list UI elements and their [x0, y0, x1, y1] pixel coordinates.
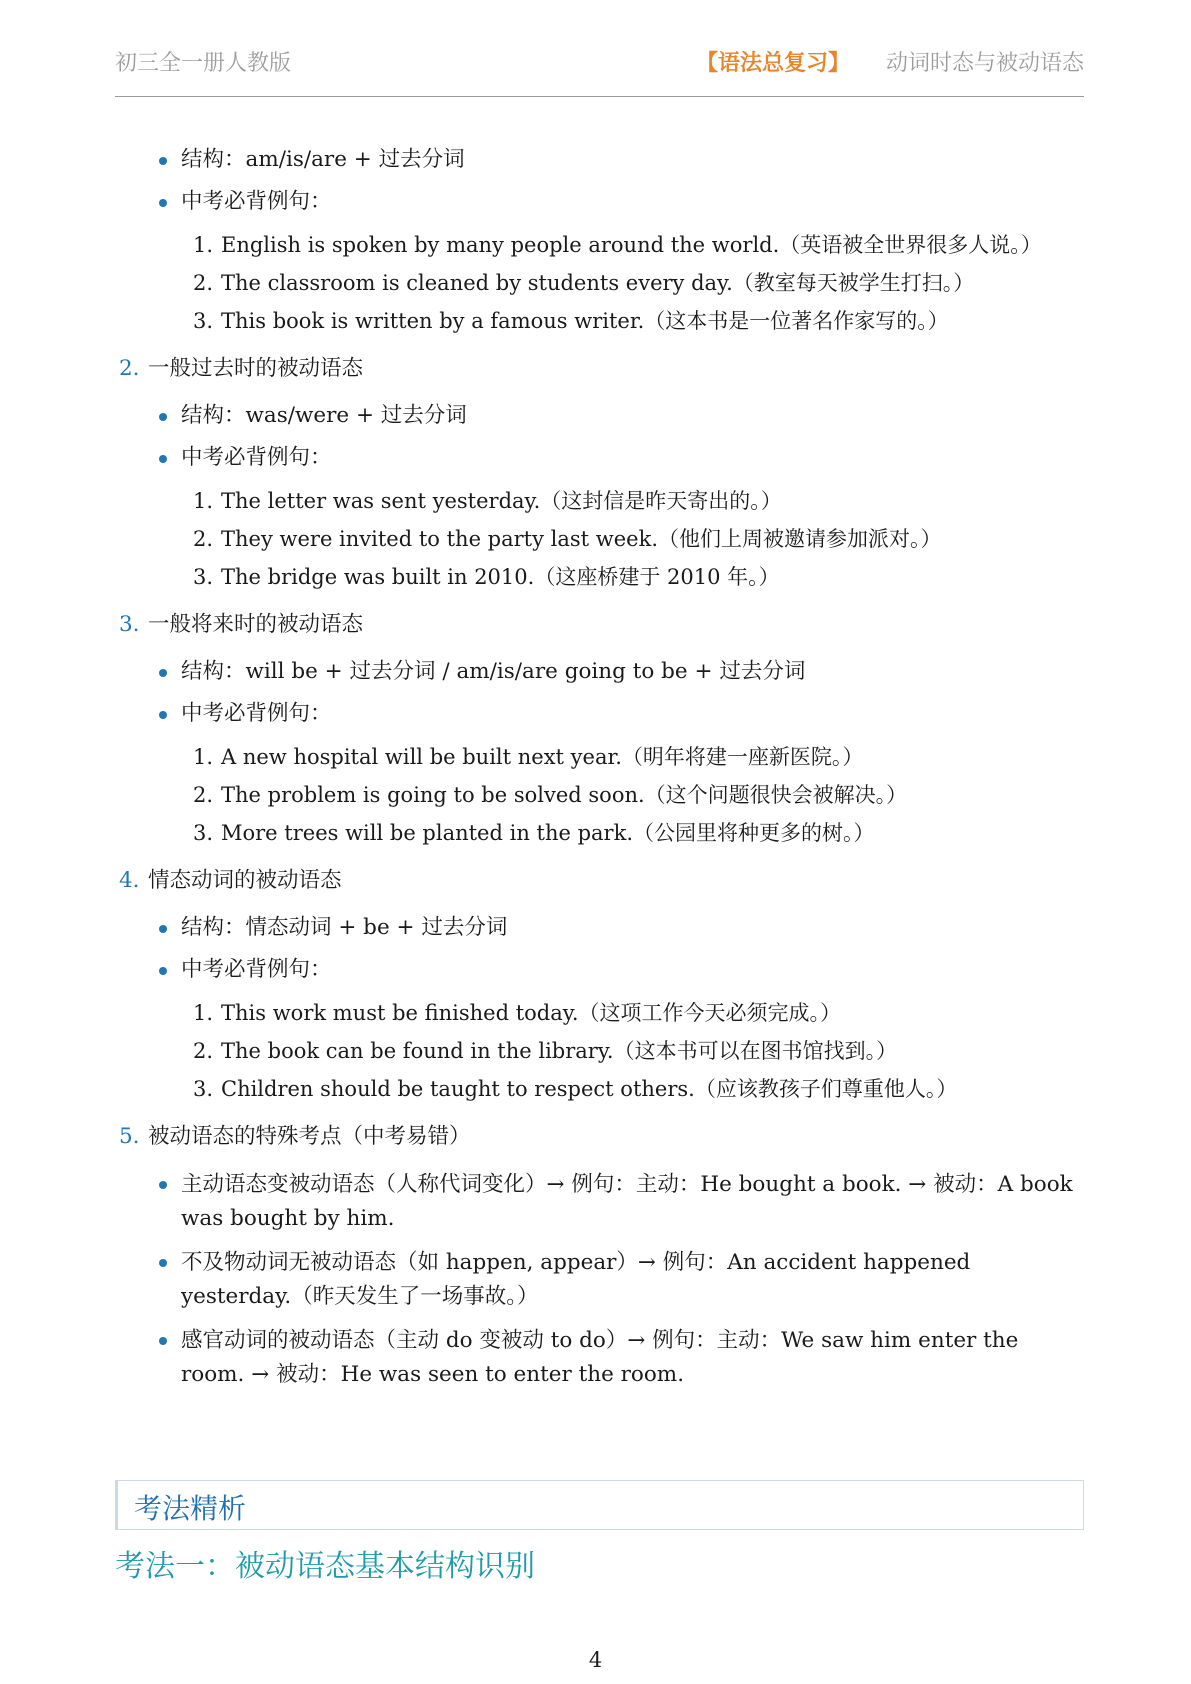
page-number: 4: [588, 1648, 603, 1672]
example-item: 2. They were invited to the party last week.（他们上周被邀请参加派对。）: [193, 527, 942, 551]
bullet-dot-icon: [159, 455, 167, 463]
example-text: The problem is going to be solved soon.（这个问题很快会被解决。）: [221, 783, 908, 807]
examples-label: 中考必背例句：: [181, 701, 332, 726]
special-point-text: 感官动词的被动语态（主动 do 变被动 to do）→ 例句：主动：We saw him enter the room. → 被动：He was seen to enter the room.: [181, 1328, 1019, 1387]
example-text: The classroom is cleaned by students every day.（教室每天被学生打扫。）: [221, 271, 975, 295]
example-text: This book is written by a famous writer.（这本书是一位著名作家写的。）: [221, 309, 949, 333]
structure-bullet: [115, 910, 1085, 946]
structure-bullet: [115, 398, 1085, 434]
example-item: 2. The book can be found in the library.（这本书可以在图书馆找到。）: [193, 1039, 898, 1063]
examples-label-bullet: [115, 440, 1085, 476]
example-text: The book can be found in the library.（这本书可以在图书馆找到。）: [221, 1039, 898, 1063]
example-text: English is spoken by many people around the world.（英语被全世界很多人说。）: [221, 233, 1042, 257]
example-text: The letter was sent yesterday.（这封信是昨天寄出的。）: [221, 489, 782, 513]
bullet-dot-icon: [159, 1337, 167, 1345]
example-item: 3. More trees will be planted in the park.（公园里将种更多的树。）: [193, 821, 875, 845]
example-text: This work must be finished today.（这项工作今天必须完成。）: [221, 1001, 842, 1025]
section-heading: [115, 1118, 1085, 1156]
section-title: 一般将来时的被动语态: [148, 612, 364, 637]
example-item: 3. The bridge was built in 2010.（这座桥建于 2010 年。）: [193, 565, 780, 589]
example-item: 1. The letter was sent yesterday.（这封信是昨天寄出的。）: [193, 489, 782, 513]
example-item: 2. The classroom is cleaned by students every day.（教室每天被学生打扫。）: [193, 271, 975, 295]
structure-text: 结构：情态动词 + be + 过去分词: [181, 915, 508, 940]
example-item: 3. This book is written by a famous writer.（这本书是一位著名作家写的。）: [193, 309, 949, 333]
analysis-box: [115, 1480, 1084, 1530]
section-title: 一般过去时的被动语态: [148, 356, 364, 381]
examples-label: 中考必背例句：: [181, 957, 332, 982]
section-heading: [115, 350, 1085, 388]
section-heading: [115, 606, 1085, 644]
example-item: 1. English is spoken by many people around the world.（英语被全世界很多人说。）: [193, 233, 1042, 257]
bullet-dot-icon: [159, 413, 167, 421]
bullet-dot-icon: [159, 157, 167, 165]
page-header: [115, 46, 1084, 97]
examples-label: 中考必背例句：: [181, 445, 332, 470]
structure-text: 结构：will be + 过去分词 / am/is/are going to be + 过去分词: [181, 659, 806, 684]
bullet-dot-icon: [159, 199, 167, 207]
section-number: 3.: [119, 612, 140, 637]
analysis-box-title: 考法精析: [134, 1492, 247, 1525]
main-content: [115, 138, 1085, 1400]
example-text: More trees will be planted in the park.（公园里将种更多的树。）: [221, 821, 875, 845]
section-number: 2.: [119, 356, 140, 381]
examples-label: 中考必背例句：: [181, 189, 332, 214]
bullet-dot-icon: [159, 1181, 167, 1189]
section-title: 被动语态的特殊考点（中考易错）: [148, 1124, 471, 1149]
examples-label-bullet: [115, 696, 1085, 732]
bullet-dot-icon: [159, 967, 167, 975]
bullet-dot-icon: [159, 669, 167, 677]
example-item: 1. A new hospital will be built next year.（明年将建一座新医院。）: [193, 745, 864, 769]
examples-label-bullet: [115, 952, 1085, 988]
examples-label-bullet: [115, 184, 1085, 220]
header-topic: 动词时态与被动语态: [885, 51, 1084, 76]
example-item: 2. The problem is going to be solved soon.（这个问题很快会被解决。）: [193, 783, 908, 807]
special-point: [115, 1244, 1085, 1316]
bullet-dot-icon: [159, 1259, 167, 1267]
example-text: The bridge was built in 2010.（这座桥建于 2010 年。）: [221, 565, 780, 589]
special-point-text: 不及物动词无被动语态（如 happen, appear）→ 例句：An accident happened yesterday.（昨天发生了一场事故。）: [181, 1250, 971, 1309]
header-tag: 【语法总复习】: [695, 51, 850, 76]
section-number: 4.: [119, 868, 140, 893]
header-right: [696, 46, 1084, 77]
bullet-dot-icon: [159, 711, 167, 719]
example-item: 3. Children should be taught to respect others.（应该教孩子们尊重他人。）: [193, 1077, 958, 1101]
example-text: A new hospital will be built next year.（明年将建一座新医院。）: [221, 745, 864, 769]
example-text: They were invited to the party last week.（他们上周被邀请参加派对。）: [221, 527, 942, 551]
example-text: Children should be taught to respect others.（应该教孩子们尊重他人。）: [221, 1077, 958, 1101]
structure-bullet: [115, 654, 1085, 690]
bullet-dot-icon: [159, 925, 167, 933]
example-item: 1. This work must be finished today.（这项工作今天必须完成。）: [193, 1001, 842, 1025]
special-point: [115, 1322, 1085, 1394]
special-point-text: 主动语态变被动语态（人称代词变化）→ 例句：主动：He bought a book. → 被动：A book was bought by him.: [181, 1172, 1073, 1231]
section-title: 情态动词的被动语态: [148, 868, 342, 893]
section-heading: [115, 862, 1085, 900]
structure-bullet: [115, 142, 1085, 178]
book-title: 初三全一册人教版: [115, 51, 292, 76]
section-number: 5.: [119, 1124, 140, 1149]
method-title: 考法一：被动语态基本结构识别: [115, 1549, 535, 1584]
special-point: [115, 1166, 1085, 1238]
structure-text: 结构：was/were + 过去分词: [181, 403, 467, 428]
structure-text: 结构：am/is/are + 过去分词: [181, 147, 465, 172]
